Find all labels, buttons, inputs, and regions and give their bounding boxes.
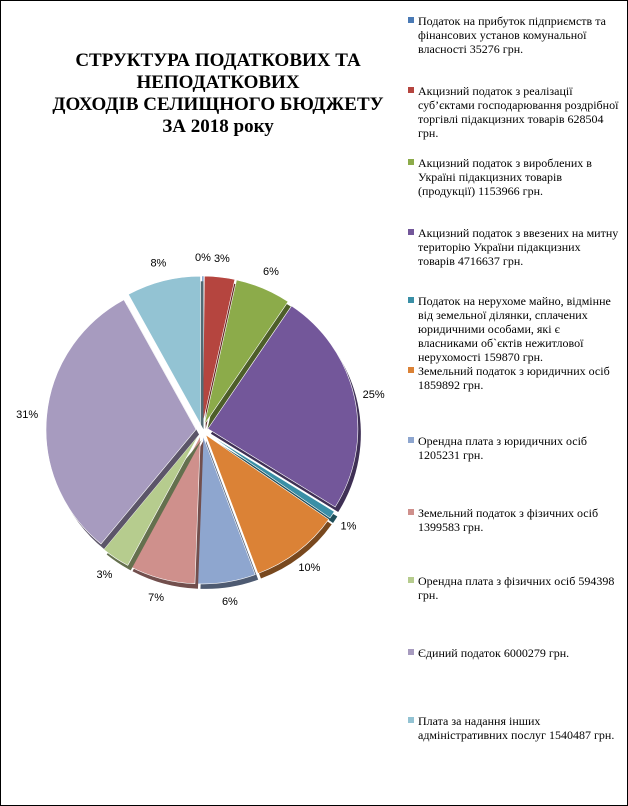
pie-data-label: 31% bbox=[16, 409, 39, 422]
legend-item bbox=[408, 714, 620, 742]
chart-title-line: СТРУКТУРА ПОДАТКОВИХ ТА bbox=[75, 50, 361, 71]
legend-label: Податок на нерухоме майно, відмінне від земельної ділянки, сплачених юридичними особами, які є власниками об`єктів нежитлової нерухомості 159870 грн. bbox=[418, 294, 611, 364]
pie-data-label: 7% bbox=[148, 592, 165, 605]
pie-data-label: 8% bbox=[150, 257, 167, 270]
legend-label: Єдиний податок 6000279 грн. bbox=[418, 646, 570, 660]
legend-label: Акцизний податок з вироблених в Україні підакцизних товарів (продукції) 1153966 грн. bbox=[418, 156, 592, 198]
legend-label: Орендна плата з юридичних осіб 1205231 грн. bbox=[418, 434, 588, 462]
legend-item bbox=[408, 434, 620, 462]
pie-chart bbox=[0, 251, 408, 610]
legend-item bbox=[408, 156, 620, 198]
legend-swatch bbox=[408, 649, 414, 655]
legend-swatch bbox=[408, 297, 414, 303]
legend-swatch bbox=[408, 577, 414, 583]
legend-swatch bbox=[408, 159, 414, 165]
legend-item bbox=[408, 294, 620, 364]
legend-label: Земельний податок з юридичних осіб 1859892 грн. bbox=[418, 364, 610, 392]
legend-swatch bbox=[408, 437, 414, 443]
legend-label: Податок на прибуток підприємств та фінансових установ комунальної власності 35276 грн. bbox=[418, 14, 606, 56]
legend-item bbox=[408, 364, 620, 392]
legend-swatch bbox=[408, 367, 414, 373]
legend-item bbox=[408, 84, 620, 140]
chart-title bbox=[38, 50, 398, 138]
legend-swatch bbox=[408, 87, 414, 93]
legend-label: Орендна плата з фізичних осіб 594398 грн. bbox=[418, 574, 615, 602]
legend-item bbox=[408, 506, 620, 534]
pie-data-label: 6% bbox=[263, 265, 279, 278]
legend-swatch bbox=[408, 509, 414, 515]
chart-title-line: ЗА 2018 року bbox=[162, 116, 274, 137]
legend-item bbox=[408, 226, 620, 268]
pie-data-label: 10% bbox=[298, 561, 321, 574]
pie-data-label: 3% bbox=[213, 253, 230, 265]
pie-data-label: 6% bbox=[221, 596, 238, 608]
legend-item bbox=[408, 646, 620, 660]
legend-label: Плата за надання інших адміністративних послуг 1540487 грн. bbox=[418, 714, 615, 742]
chart-title-line: ДОХОДІВ СЕЛИЩНОГО БЮДЖЕТУ bbox=[52, 94, 384, 115]
legend-swatch bbox=[408, 717, 414, 723]
pie-data-label: 25% bbox=[362, 388, 385, 401]
pie-data-label: 0% bbox=[195, 251, 211, 264]
pie-data-label: 1% bbox=[340, 520, 357, 533]
legend-label: Акцизний податок з реалізації суб’єктами господарювання роздрібної торгівлі підакцизних товарів 628504 грн. bbox=[418, 84, 619, 140]
legend-label: Земельний податок з фізичних осіб 1399583 грн. bbox=[418, 506, 599, 534]
legend-item bbox=[408, 14, 620, 56]
legend-label: Акцизний податок з ввезених на митну територію України підакцизних товарів 4716637 грн. bbox=[418, 226, 619, 268]
legend-item bbox=[408, 574, 620, 602]
legend-swatch bbox=[408, 229, 414, 235]
legend-swatch bbox=[408, 17, 414, 23]
chart-title-line: НЕПОДАТКОВИХ bbox=[136, 72, 300, 93]
pie-data-label: 3% bbox=[96, 569, 113, 581]
